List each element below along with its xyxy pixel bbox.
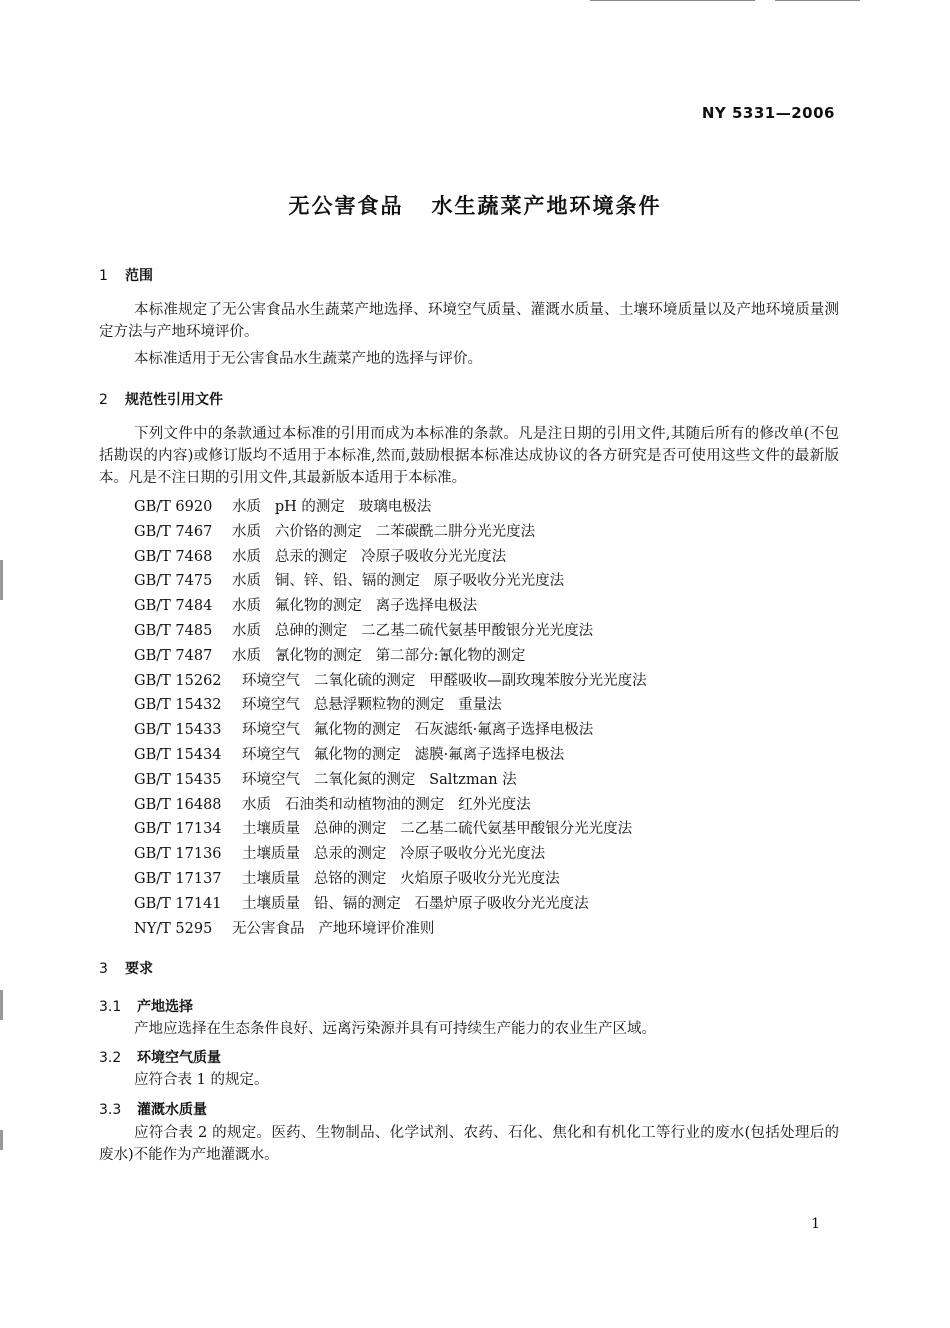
reference-code: GB/T 7485 xyxy=(134,622,213,639)
reference-title: 水质 总砷的测定 二乙基二硫代氨基甲酸银分光光度法 xyxy=(232,622,594,639)
reference-item xyxy=(134,718,647,743)
reference-item xyxy=(134,594,647,619)
reference-item xyxy=(134,892,647,917)
section-title: 要求 xyxy=(125,961,153,977)
reference-title: 水质 pH 的测定 玻璃电极法 xyxy=(232,499,432,515)
section-number: 3.1 xyxy=(99,999,122,1015)
reference-title: 水质 氟化物的测定 离子选择电极法 xyxy=(232,598,478,615)
reference-item xyxy=(134,817,647,842)
reference-title: 水质 石油类和动植物油的测定 红外光度法 xyxy=(242,796,531,813)
section-1-paragraph-2: 本标准适用于无公害食品水生蔬菜产地的选择与评价。 xyxy=(134,351,482,367)
reference-code: GB/T 6920 xyxy=(134,499,213,515)
reference-item xyxy=(134,693,647,718)
reference-title: 环境空气 氟化物的测定 滤膜·氟离子选择电极法 xyxy=(242,746,565,763)
reference-title: 环境空气 二氧化氮的测定 Saltzman 法 xyxy=(242,771,517,788)
section-2-heading xyxy=(99,389,223,409)
reference-code: GB/T 15433 xyxy=(134,722,222,739)
section-title: 灌溉水质量 xyxy=(137,1102,207,1118)
reference-item xyxy=(134,495,647,520)
section-title: 范围 xyxy=(125,268,153,284)
reference-item xyxy=(134,569,647,594)
section-3-3-heading xyxy=(99,1099,207,1119)
page-number: 1 xyxy=(811,1216,820,1232)
section-1-paragraph-1: 本标准规定了无公害食品水生蔬菜产地选择、环境空气质量、灌溉水质量、土壤环境质量以及产地环境质量测定方法与产地环境评价。 xyxy=(99,302,839,340)
reference-item xyxy=(134,669,647,694)
reference-title: 水质 六价铬的测定 二苯碳酰二肼分光光度法 xyxy=(232,523,536,540)
reference-title: 水质 总汞的测定 冷原子吸收分光光度法 xyxy=(232,548,507,565)
reference-item xyxy=(134,842,647,867)
standard-number: NY 5331—2006 xyxy=(701,104,835,122)
section-3-3-paragraph: 应符合表 2 的规定。医药、生物制品、化学试剂、农药、石化、焦化和有机化工等行业的废水(包括处理后的废水)不能作为产地灌溉水。 xyxy=(99,1125,839,1163)
reference-title: 水质 氰化物的测定 第二部分:氰化物的测定 xyxy=(232,647,526,664)
reference-item xyxy=(134,743,647,768)
section-title: 环境空气质量 xyxy=(137,1050,221,1066)
reference-title: 水质 铜、锌、铅、镉的测定 原子吸收分光光度法 xyxy=(232,573,565,590)
section-number: 2 xyxy=(99,392,108,408)
reference-item xyxy=(134,793,647,818)
document-title: 无公害食品 水生蔬菜产地环境条件 xyxy=(288,194,662,218)
section-1-heading xyxy=(99,265,153,285)
reference-item xyxy=(134,867,647,892)
reference-code: GB/T 15262 xyxy=(134,672,222,689)
reference-item xyxy=(134,644,647,669)
top-rule-right xyxy=(775,0,860,1)
section-3-1-paragraph: 产地应选择在生态条件良好、远离污染源并具有可持续生产能力的农业生产区域。 xyxy=(134,1021,656,1037)
reference-title: 环境空气 总悬浮颗粒物的测定 重量法 xyxy=(242,697,502,714)
reference-item xyxy=(134,520,647,545)
section-3-2-heading xyxy=(99,1047,221,1067)
reference-code: GB/T 17137 xyxy=(134,870,222,887)
reference-title: 土壤质量 总砷的测定 二乙基二硫代氨基甲酸银分光光度法 xyxy=(242,821,633,838)
reference-code: GB/T 17134 xyxy=(134,821,222,838)
reference-title: 土壤质量 总汞的测定 冷原子吸收分光光度法 xyxy=(242,846,546,863)
reference-code: GB/T 7468 xyxy=(134,548,213,565)
section-3-heading xyxy=(99,958,153,978)
scan-edge-mark xyxy=(0,990,3,1020)
section-2-paragraph: 下列文件中的条款通过本标准的引用而成为本标准的条款。凡是注日期的引用文件,其随后所有的修改单(不包括勘误的内容)或修订版均不适用于本标准,然而,鼓励根据本标准达成协议的各方研究是否可使用这些文件的最新版本。凡是不注日期的引用文件,其最新版本适用于本标准。 xyxy=(99,426,839,486)
reference-code: GB/T 17141 xyxy=(134,895,222,912)
reference-code: GB/T 16488 xyxy=(134,796,222,813)
section-title: 规范性引用文件 xyxy=(125,392,223,408)
reference-item xyxy=(134,917,647,942)
reference-code: GB/T 7475 xyxy=(134,573,213,590)
reference-code: NY/T 5295 xyxy=(134,920,213,937)
reference-title: 环境空气 氟化物的测定 石灰滤纸·氟离子选择电极法 xyxy=(242,722,594,739)
reference-title: 环境空气 二氧化硫的测定 甲醛吸收—副玫瑰苯胺分光光度法 xyxy=(242,672,647,689)
reference-title: 土壤质量 铅、镉的测定 石墨炉原子吸收分光光度法 xyxy=(242,895,589,912)
section-number: 1 xyxy=(99,268,108,284)
reference-item xyxy=(134,545,647,570)
section-number: 3.3 xyxy=(99,1102,122,1118)
section-3-2-paragraph: 应符合表 1 的规定。 xyxy=(134,1072,269,1088)
section-3-1-heading xyxy=(99,996,193,1016)
section-number: 3 xyxy=(99,961,108,977)
reference-code: GB/T 15432 xyxy=(134,697,222,714)
reference-item xyxy=(134,619,647,644)
scan-edge-mark xyxy=(0,560,3,600)
section-number: 3.2 xyxy=(99,1050,122,1066)
reference-title: 土壤质量 总铬的测定 火焰原子吸收分光光度法 xyxy=(242,870,560,887)
reference-code: GB/T 7467 xyxy=(134,523,213,540)
reference-title: 无公害食品 产地环境评价准则 xyxy=(232,920,435,937)
reference-item xyxy=(134,768,647,793)
normative-references-list xyxy=(134,495,647,941)
reference-code: GB/T 7484 xyxy=(134,598,213,615)
reference-code: GB/T 17136 xyxy=(134,846,222,863)
section-title: 产地选择 xyxy=(137,999,193,1015)
reference-code: GB/T 15434 xyxy=(134,746,222,763)
scan-edge-mark xyxy=(0,1130,3,1150)
reference-code: GB/T 15435 xyxy=(134,771,222,788)
reference-code: GB/T 7487 xyxy=(134,647,213,664)
top-rule-left xyxy=(590,0,755,1)
